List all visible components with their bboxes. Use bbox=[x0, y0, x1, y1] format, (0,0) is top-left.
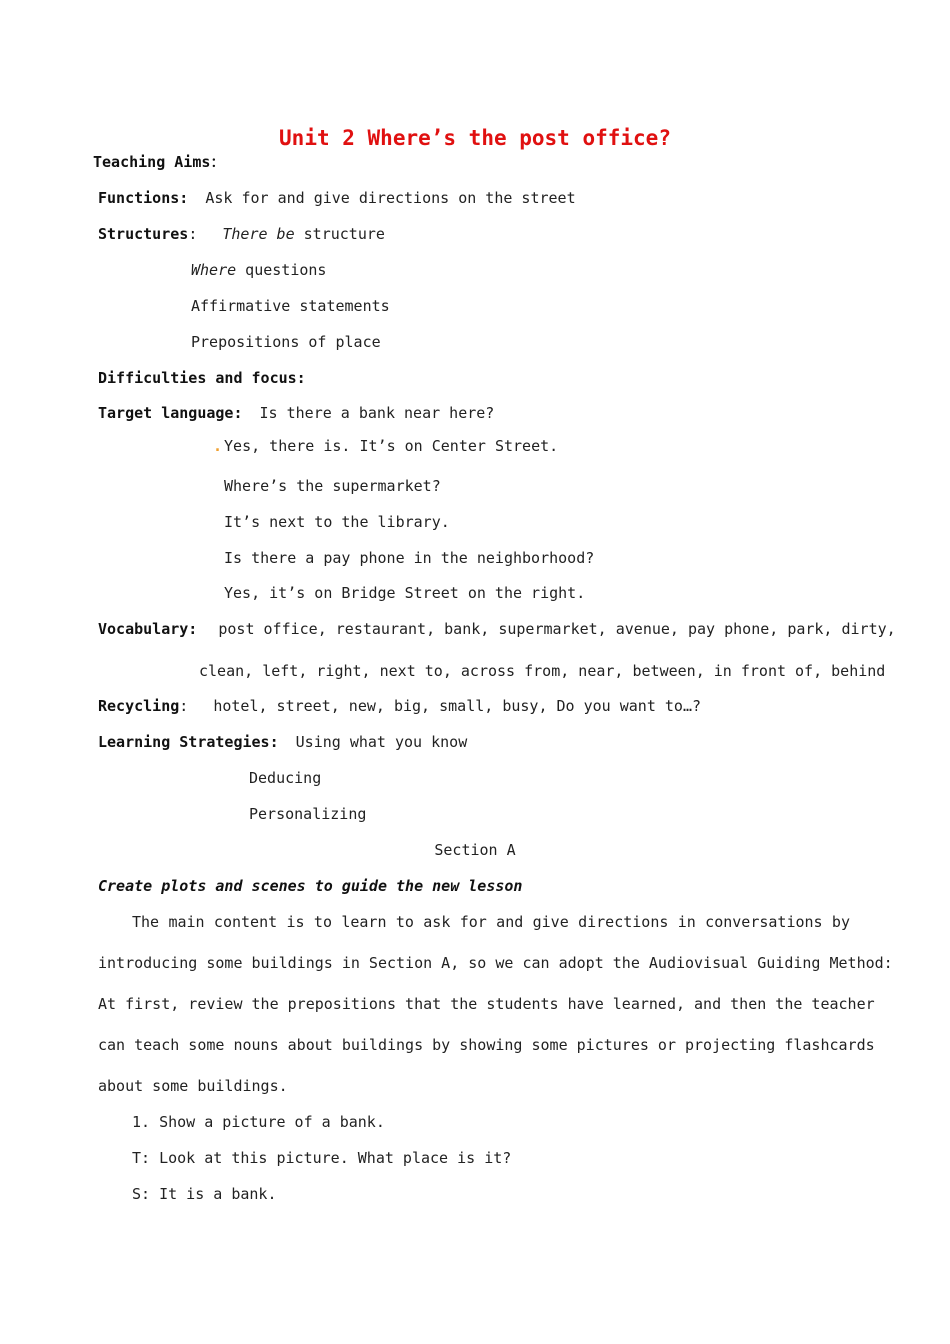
structure-item: Affirmative statements bbox=[191, 297, 390, 315]
structure-item-text: structure bbox=[294, 225, 385, 243]
structures-label: Structures bbox=[98, 225, 189, 243]
structure-item bbox=[191, 260, 326, 280]
paragraph bbox=[98, 912, 850, 932]
target-language-line: Yes, there is. It’s on Center Street. bbox=[224, 437, 559, 455]
learning-strategies-label: Learning Strategies: bbox=[98, 733, 279, 751]
section-title: Section A bbox=[434, 841, 516, 859]
paragraph-line: The main content is to learn to ask for and give directions in conversations by bbox=[132, 913, 850, 931]
structures-colon: : bbox=[188, 225, 198, 243]
functions-text: Ask for and give directions on the street bbox=[205, 189, 576, 207]
recycling-text: hotel, street, new, big, small, busy, Do you want to…? bbox=[213, 697, 702, 715]
target-language-row bbox=[98, 403, 494, 423]
paragraph-line: At first, review the prepositions that the students have learned, and then the teacher bbox=[98, 995, 875, 1013]
paragraph bbox=[98, 994, 875, 1014]
structure-item-em: There be bbox=[222, 225, 295, 243]
structure-item-text: questions bbox=[236, 261, 327, 279]
step-line: 1. Show a picture of a bank. bbox=[132, 1113, 385, 1131]
paragraph-line: about some buildings. bbox=[98, 1077, 288, 1095]
paragraph-line: introducing some buildings in Section A, so we can adopt the Audiovisual Guiding Method: bbox=[98, 954, 893, 972]
vocabulary-line: clean, left, right, next to, across from, near, between, in front of, behind bbox=[199, 662, 886, 680]
strategy-item: Deducing bbox=[249, 769, 322, 787]
recycling-label: Recycling bbox=[98, 697, 180, 715]
paragraph bbox=[98, 1035, 875, 1055]
target-language-label: Target language: bbox=[98, 404, 243, 422]
target-language-line-row bbox=[213, 436, 558, 456]
vocabulary-row bbox=[98, 619, 896, 639]
target-language-line: Is there a bank near here? bbox=[259, 404, 495, 422]
structure-item-em: Where bbox=[191, 261, 237, 279]
functions-label: Functions: bbox=[98, 189, 189, 207]
target-language-line: Is there a pay phone in the neighborhood? bbox=[224, 549, 595, 567]
vocabulary-line: post office, restaurant, bank, supermarket, avenue, pay phone, park, dirty, bbox=[218, 620, 896, 638]
recycling-row bbox=[98, 696, 701, 716]
step-line: T: Look at this picture. What place is it? bbox=[132, 1149, 512, 1167]
functions-row bbox=[98, 188, 576, 208]
target-language-line: Yes, it’s on Bridge Street on the right. bbox=[224, 584, 586, 602]
target-language-line: It’s next to the library. bbox=[224, 513, 450, 531]
recycling-colon: : bbox=[179, 697, 189, 715]
difficulties-heading: Difficulties and focus: bbox=[98, 369, 306, 387]
subheading: Create plots and scenes to guide the new lesson bbox=[98, 877, 523, 895]
teaching-aims-heading: Teaching Aims： bbox=[93, 153, 226, 171]
structures-row bbox=[98, 224, 385, 244]
paragraph-line: can teach some nouns about buildings by showing some pictures or projecting flashcards bbox=[98, 1036, 875, 1054]
paragraph bbox=[98, 953, 893, 973]
page-title: Unit 2 Where’s the post office? bbox=[279, 126, 671, 150]
structure-item: Prepositions of place bbox=[191, 333, 381, 351]
target-language-line: Where’s the supermarket? bbox=[224, 477, 441, 495]
step-line: S: It is a bank. bbox=[132, 1185, 277, 1203]
strategy-item: Personalizing bbox=[249, 805, 367, 823]
bullet-dot-icon: . bbox=[213, 437, 223, 455]
strategy-item: Using what you know bbox=[295, 733, 468, 751]
learning-strategies-row bbox=[98, 732, 467, 752]
vocabulary-label: Vocabulary: bbox=[98, 620, 198, 638]
